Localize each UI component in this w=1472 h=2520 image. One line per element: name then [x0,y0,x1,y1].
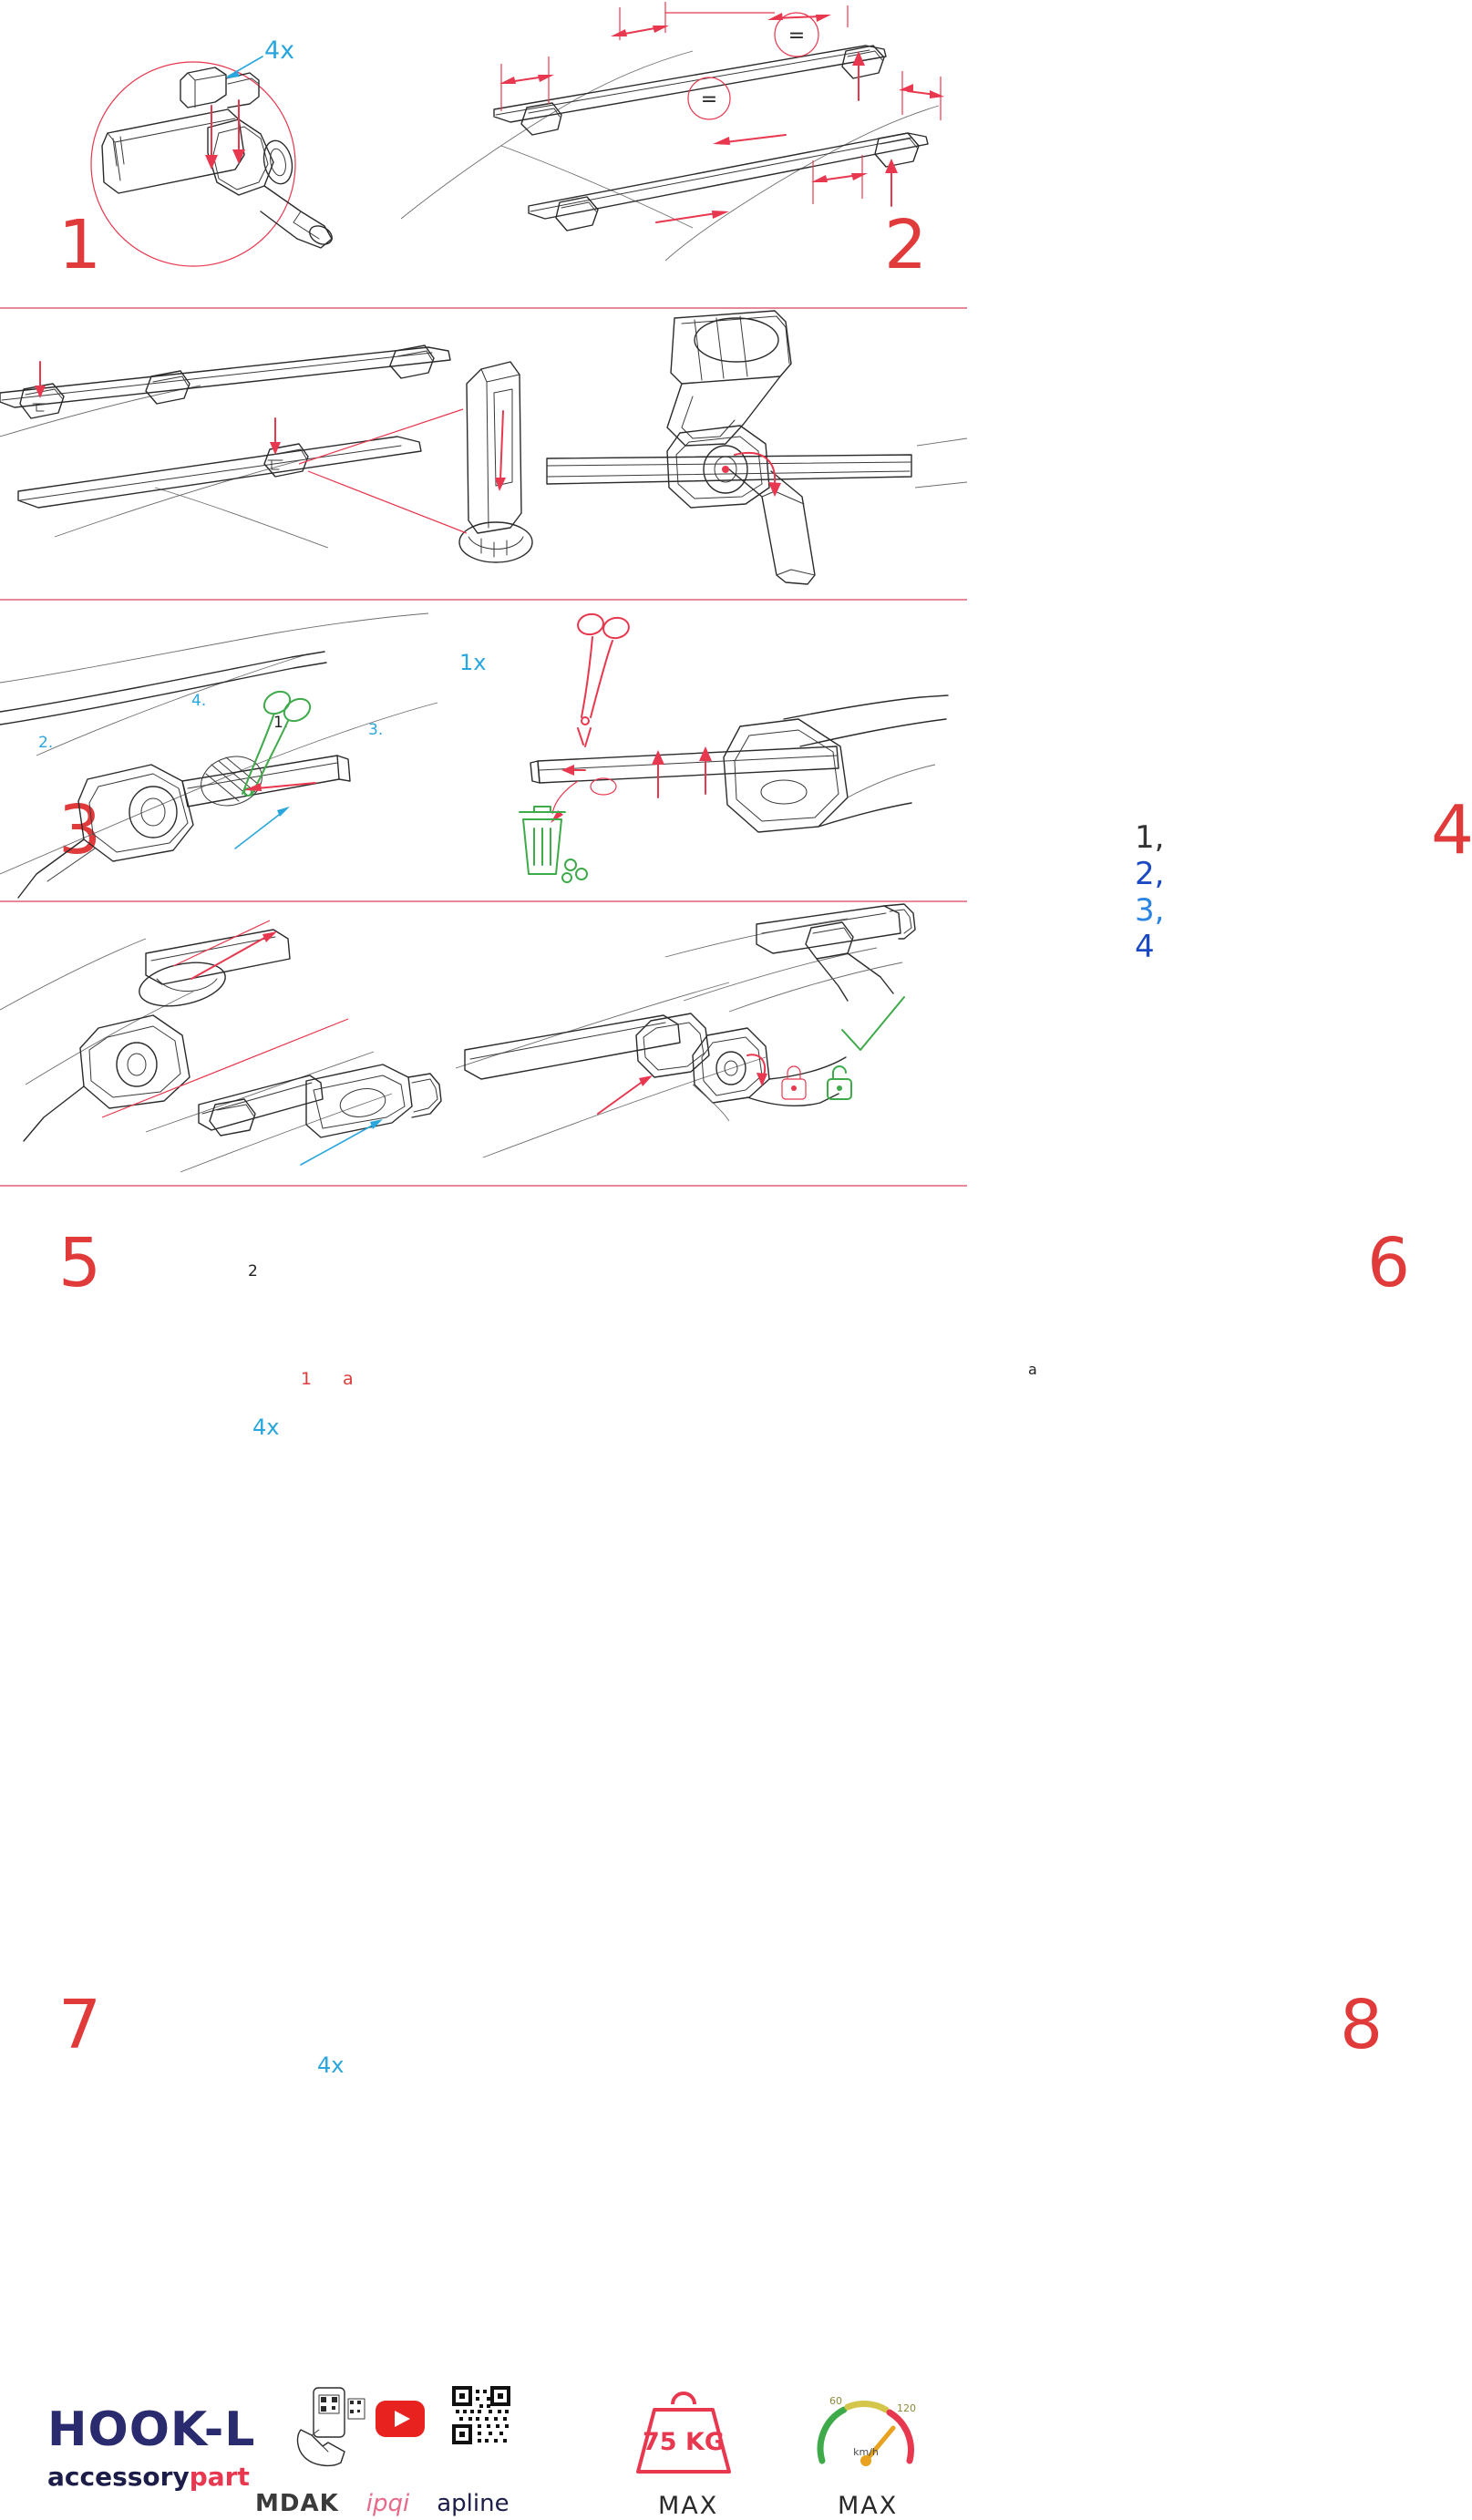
step-3-panel [0,309,547,869]
step-6-number: 6 [1367,1224,1409,1302]
step-3-illustration [0,309,547,599]
step-3-mark-3: 3. [368,721,384,739]
gauge-unit-label: km/h [853,2446,879,2458]
step-3-mark-2: 2. [38,734,54,752]
step-6-panel [483,601,1409,1378]
step-7-quantity-callout: 4x [317,2052,345,2078]
step-8-number: 8 [1340,1986,1382,2064]
youtube-icon[interactable] [376,2401,425,2437]
step-4-tighten-sequence [1135,819,1164,965]
weight-icon [627,2390,740,2477]
partner-logo-apline: apline [437,2490,510,2517]
product-name: HOOK-L [47,2402,256,2457]
step-2-panel [392,0,967,307]
weight-value-text: 75 KG [642,2428,726,2456]
step-3-number: 3 [58,791,100,869]
step-5-mark-a: a [343,1369,354,1389]
step-7-number: 7 [58,1986,100,2064]
gauge-tick-120: 120 [897,2402,916,2414]
step-4-illustration [547,309,967,599]
partner-logos [255,2490,510,2517]
sequence-item-1: 1, [1135,819,1165,856]
speed-max-label: MAX [838,2492,899,2520]
partner-logo-ipqi: ipqi [365,2490,410,2517]
step-1-quantity-callout: 4x [264,36,295,65]
sequence-item-3: 3, [1135,892,1165,929]
step-1-panel [0,0,392,307]
step-1-number: 1 [58,206,100,284]
step-5-number: 5 [58,1224,100,1302]
step-5-quantity-callout: 4x [252,1414,280,1440]
brand-block [47,2402,256,2492]
step-7-illustration [0,902,456,1185]
weight-max-label: MAX [658,2492,719,2520]
phone-qr-scan-icon[interactable] [292,2386,366,2470]
brand-tagline-part-2: part [189,2462,250,2492]
step-4-number: 4 [1431,791,1472,869]
brand-tagline-part-1: accessory [47,2462,190,2492]
step-6-mark-a: a [1028,1361,1037,1378]
sequence-item-2: 2, [1135,856,1165,892]
step-7-panel [0,902,456,2078]
step-5-panel [0,601,483,1440]
brand-tagline [47,2464,255,2490]
step-3-mark-4: 4. [191,692,207,710]
qr-code-icon[interactable] [452,2386,510,2444]
step-8-illustration [456,902,967,1185]
sequence-item-4: 4 [1135,929,1155,965]
speedometer-icon [811,2384,921,2479]
partner-logo-mdak: MDAK [255,2490,339,2517]
step-3-mark-1: 1. [273,714,289,732]
step-4-panel [547,309,1472,965]
step-5-illustration [0,601,483,900]
svg-text:=: = [787,25,806,47]
step-8-panel [456,902,1382,2064]
step-2-illustration [392,0,967,307]
step-5-mark-2: 2 [248,1262,258,1281]
step-3-quantity-callout: 1x [459,650,487,675]
step-2-number: 2 [884,206,926,284]
step-5-mark-1: 1 [301,1369,313,1389]
gauge-tick-60: 60 [829,2395,842,2407]
svg-text:=: = [700,88,718,111]
step-6-illustration [483,601,967,900]
